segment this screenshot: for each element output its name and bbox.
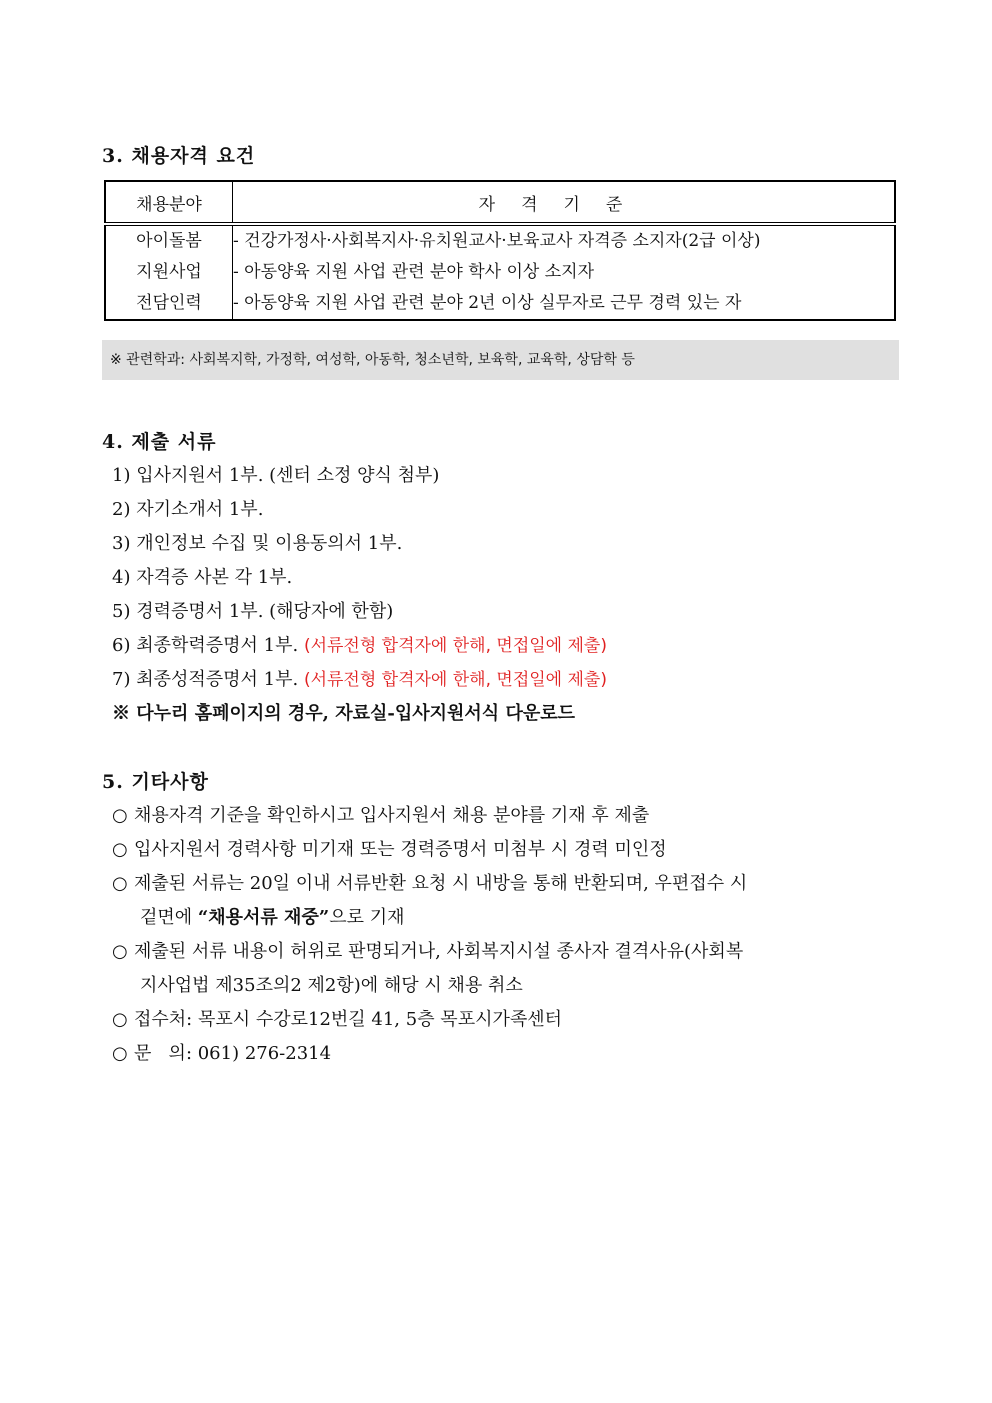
circle-bullet-icon: ○ xyxy=(112,1009,128,1030)
note-text: 겉면에 xyxy=(140,907,198,928)
qualification-table xyxy=(104,180,896,321)
list-item xyxy=(112,1005,562,1031)
note-text: 제출된 서류 내용이 허위로 판명되거나, 사회복지시설 종사자 결격사유(사회복 xyxy=(134,941,744,962)
list-item xyxy=(112,869,747,895)
list-item xyxy=(112,529,402,555)
criteria-line: - 아동양육 지원 사업 관련 분야 학사 이상 소지자 xyxy=(233,262,594,282)
criteria-line: - 건강가정사·사회복지사·유치원교사·보육교사 자격증 소지자(2급 이상) xyxy=(233,231,761,251)
document-item-text: 1) 입사지원서 1부. (센터 소정 양식 첨부) xyxy=(112,465,440,486)
note-text: 접수처: 목포시 수강로12번길 41, 5층 목포시가족센터 xyxy=(134,1009,563,1030)
document-item-text: 2) 자기소개서 1부. xyxy=(112,499,264,520)
header-field: 채용분야 xyxy=(105,181,233,224)
list-item-continuation: 지사업법 제35조의2 제2항)에 해당 시 채용 취소 xyxy=(140,975,523,996)
list-item xyxy=(112,1039,331,1065)
circle-bullet-icon: ○ xyxy=(112,839,128,860)
criteria-cell xyxy=(233,224,896,320)
section-4-title: 4. 제출 서류 xyxy=(102,431,217,453)
document-item-text: 7) 최종성적증명서 1부. xyxy=(112,669,299,690)
field-line: 전담인력 xyxy=(136,293,202,313)
criteria-line: - 아동양육 지원 사업 관련 분야 2년 이상 실무자로 근무 경력 있는 자 xyxy=(233,293,742,313)
section-5-title: 5. 기타사항 xyxy=(102,771,209,793)
document-item-text: 5) 경력증명서 1부. (해당자에 한함) xyxy=(112,601,394,622)
note-text: 문 의: 061) 276-2314 xyxy=(134,1043,332,1064)
list-item xyxy=(112,563,292,589)
related-majors-note: ※ 관련학과: 사회복지학, 가정학, 여성학, 아동학, 청소년학, 보육학, 교육학, 상담학 등 xyxy=(102,340,899,380)
list-item xyxy=(112,801,649,827)
circle-bullet-icon: ○ xyxy=(112,941,128,962)
list-item xyxy=(112,495,263,521)
note-text: 제출된 서류는 20일 이내 서류반환 요청 시 내방을 통해 반환되며, 우편접수 시 xyxy=(134,873,748,894)
circle-bullet-icon: ○ xyxy=(112,1043,128,1064)
document-item-text: 3) 개인정보 수집 및 이용동의서 1부. xyxy=(112,533,403,554)
circle-bullet-icon: ○ xyxy=(112,805,128,826)
table-row xyxy=(105,224,895,320)
document-item-text: 6) 최종학력증명서 1부. xyxy=(112,635,299,656)
list-item xyxy=(112,631,607,657)
circle-bullet-icon: ○ xyxy=(112,873,128,894)
header-criteria: 자격기준 xyxy=(233,181,896,224)
envelope-label: “채용서류 재중” xyxy=(197,907,330,928)
field-line: 지원사업 xyxy=(136,262,202,282)
document-item-text: 4) 자격증 사본 각 1부. xyxy=(112,567,293,588)
table-header-row xyxy=(105,181,895,224)
note-text: 으로 기재 xyxy=(329,907,405,928)
note-text: 입사지원서 경력사항 미기재 또는 경력증명서 미첨부 시 경력 미인정 xyxy=(134,839,667,860)
list-item xyxy=(112,461,439,487)
list-item xyxy=(112,597,393,623)
list-item-continuation xyxy=(140,903,404,929)
note-text: 채용자격 기준을 확인하시고 입사지원서 채용 분야를 기재 후 제출 xyxy=(134,805,650,826)
download-note: ※ 다누리 홈페이지의 경우, 자료실-입사지원서식 다운로드 xyxy=(112,703,575,724)
field-cell xyxy=(105,224,233,320)
list-item xyxy=(112,665,607,691)
field-line: 아이돌봄 xyxy=(136,231,202,251)
list-item xyxy=(112,937,743,963)
section-3-title: 3. 채용자격 요건 xyxy=(102,145,256,167)
interview-note: (서류전형 합격자에 한해, 면접일에 제출) xyxy=(303,636,607,656)
interview-note: (서류전형 합격자에 한해, 면접일에 제출) xyxy=(303,670,607,690)
list-item xyxy=(112,835,667,861)
